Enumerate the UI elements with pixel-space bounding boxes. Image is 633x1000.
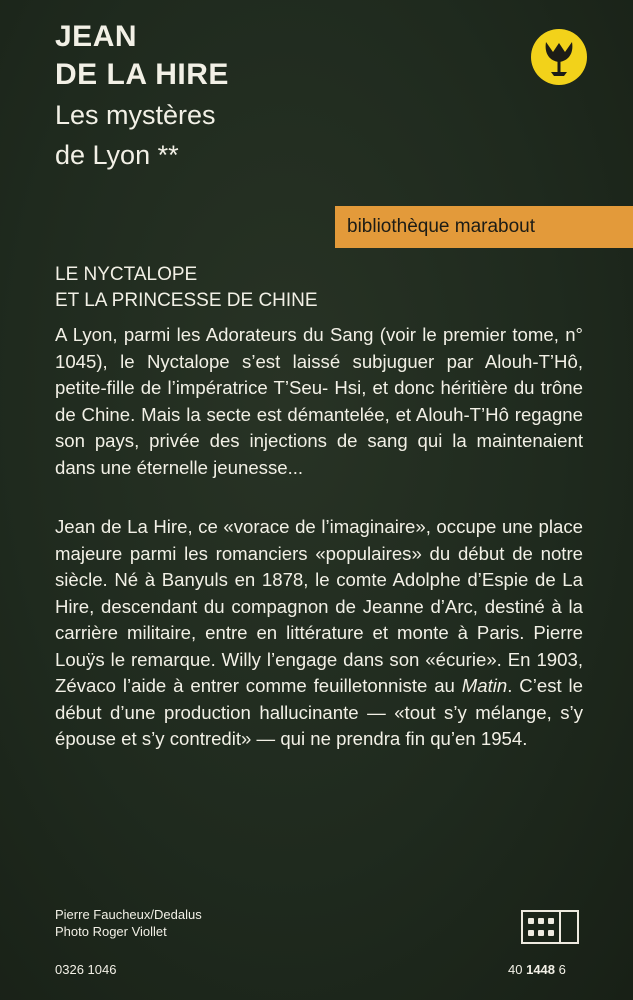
title-line-1: Les mystères [55, 100, 216, 130]
price-category-icon [521, 910, 579, 944]
bio-newspaper-title: Matin [461, 675, 508, 696]
catalog-number: 1448 [526, 962, 556, 977]
bio-paragraph [55, 514, 583, 753]
title-block [55, 18, 475, 174]
summary-paragraph: A Lyon, parmi les Adorateurs du Sang (voir le premier tome, n° 1045), le Nyctalope s’est laissé subjuguer par Alouh-T’Hô, petite-fille de l’impératrice T’Seu- Hsi, et donc héritière du trône de Chine. Mais la secte est démantelée, et Alouh-T’Hô regagne son pays, privée des injections de sang qui la maintenaient dans une éternelle jeunesse... [55, 324, 583, 478]
catalog-suffix: 6 [558, 962, 566, 977]
author-line-2: DE LA HIRE [55, 58, 229, 91]
isbn-code: 0326 1046 [55, 962, 117, 977]
subtitle-line-2: ET LA PRINCESSE DE CHINE [55, 290, 318, 311]
subtitle [55, 262, 318, 314]
photo-credit: Photo Roger Viollet [55, 924, 167, 939]
author-line-1: JEAN [55, 20, 138, 53]
series-label: bibliothèque marabout [335, 206, 633, 248]
tulip-icon [530, 28, 588, 86]
bio-text-end: . C’est le début d’une production hallucinante — «tout s’y mélange, s’y épouse et s’y contredit» — qui ne prendra fin qu’en 1954. [55, 675, 583, 749]
design-credit: Pierre Faucheux/Dedalus [55, 907, 202, 922]
catalog-prefix: 40 [508, 962, 523, 977]
bio-text-start: Jean de La Hire, ce «vorace de l’imaginaire», occupe une place majeure parmi les romanciers «populaires» du début de notre siècle. Né à Banyuls en 1878, le comte Adolphe d’Espie de La Hire, descendant du compagnon de Jeanne d’Arc, destiné à la carrière militaire, entre en littérature et monte à Paris. Pierre Louÿs le remarque. Willy l’engage dans son «écurie». En 1903, Zévaco l’aide à entrer comme feuilletonniste au [55, 516, 583, 696]
subtitle-line-1: LE NYCTALOPE [55, 264, 198, 285]
credits [55, 906, 202, 940]
title-line-2: de Lyon ** [55, 140, 179, 170]
catalog-code [508, 962, 566, 977]
